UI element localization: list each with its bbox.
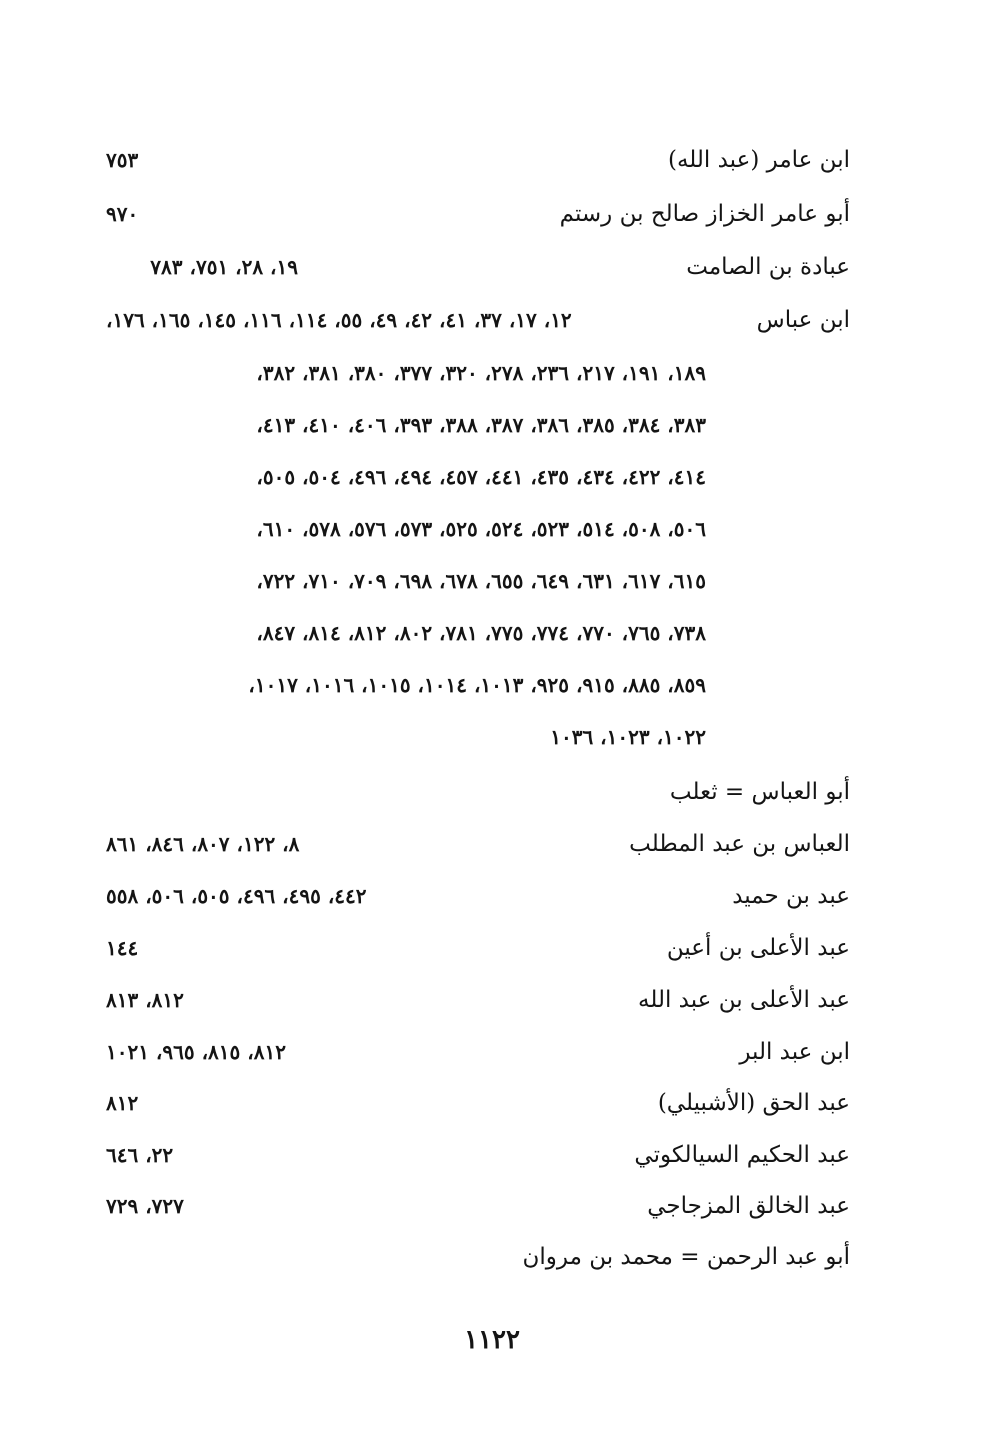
entry-name: عبد الأعلى بن عبد الله bbox=[638, 987, 850, 1013]
entry-pages: ٧٢٧، ٧٢٩ bbox=[106, 1194, 184, 1218]
entry-pages: ٧٥٣ bbox=[106, 148, 139, 172]
entry-name: عبد بن حميد bbox=[732, 883, 850, 909]
entry-pages-continuation: ٦١٥، ٦١٧، ٦٣١، ٦٤٩، ٦٥٥، ٦٧٨، ٦٩٨، ٧٠٩، ٧١٠، ٧٢٢، bbox=[256, 569, 706, 593]
entry-name: عبد الخالق المزجاجي bbox=[647, 1193, 850, 1219]
entry-pages: ١٤٤ bbox=[106, 936, 139, 960]
index-entry bbox=[0, 1083, 984, 1123]
entry-name: عبادة بن الصامت bbox=[686, 254, 850, 280]
entry-name: ابن عبد البر bbox=[739, 1039, 850, 1065]
entry-name: العباس بن عبد المطلب bbox=[629, 831, 850, 857]
index-entry bbox=[0, 928, 984, 968]
entry-name: عبد الحق (الأشبيلي) bbox=[657, 1090, 850, 1116]
index-entry bbox=[0, 300, 984, 340]
index-entry bbox=[0, 247, 984, 287]
entry-pages-continuation: ١٨٩، ١٩١، ٢١٧، ٢٣٦، ٢٧٨، ٣٢٠، ٣٧٧، ٣٨٠، ٣٨١، ٣٨٢، bbox=[256, 361, 706, 385]
entry-name: عبد الأعلى بن أعين bbox=[666, 935, 850, 961]
entry-pages: ١٩، ٢٨، ٧٥١، ٧٨٣ bbox=[150, 255, 298, 279]
index-entry bbox=[0, 1135, 984, 1175]
index-entry bbox=[0, 876, 984, 916]
index-entry bbox=[0, 1186, 984, 1226]
entry-pages: ٨١٢ bbox=[106, 1091, 139, 1115]
entry-pages: ٤٤٢، ٤٩٥، ٤٩٦، ٥٠٥، ٥٠٦، ٥٥٨ bbox=[106, 884, 367, 908]
entry-pages-continuation: ٤١٤، ٤٢٢، ٤٣٤، ٤٣٥، ٤٤١، ٤٥٧، ٤٩٤، ٤٩٦، ٥٠٤، ٥٠٥، bbox=[256, 465, 706, 489]
entry-pages-continuation: ٨٥٩، ٨٨٥، ٩١٥، ٩٢٥، ١٠١٣، ١٠١٤، ١٠١٥، ١٠١٦، ١٠١٧، bbox=[248, 673, 706, 697]
entry-name: ابن عامر (عبد الله) bbox=[667, 147, 850, 173]
entry-name: ابن عباس bbox=[756, 307, 850, 333]
index-entry bbox=[0, 1032, 984, 1072]
index-entry bbox=[0, 980, 984, 1020]
entry-pages: ٨١٢، ٨١٣ bbox=[106, 988, 184, 1012]
entry-pages-continuation: ٥٠٦، ٥٠٨، ٥١٤، ٥٢٣، ٥٢٤، ٥٢٥، ٥٧٣، ٥٧٦، ٥٧٨، ٦١٠، bbox=[256, 517, 706, 541]
entry-name: أبو العباس = ثعلب bbox=[669, 779, 850, 805]
index-entry bbox=[0, 1237, 984, 1277]
page-number: ١١٢٢ bbox=[464, 1325, 520, 1355]
entry-name: عبد الحكيم السيالكوتي bbox=[634, 1142, 850, 1168]
entry-pages: ٢٢، ٦٤٦ bbox=[106, 1143, 174, 1167]
entry-pages: ٨، ١٢٢، ٨٠٧، ٨٤٦، ٨٦١ bbox=[106, 832, 300, 856]
entry-pages-continuation: ١٠٢٢، ١٠٢٣، ١٠٣٦ bbox=[550, 725, 706, 749]
index-entry bbox=[0, 194, 984, 234]
entry-pages: ٩٧٠ bbox=[106, 202, 139, 226]
index-entry bbox=[0, 824, 984, 864]
entry-name: أبو عامر الخزاز صالح بن رستم bbox=[559, 201, 850, 227]
index-entry bbox=[0, 772, 984, 812]
entry-name: أبو عبد الرحمن = محمد بن مروان bbox=[522, 1244, 850, 1270]
entry-pages-continuation: ٣٨٣، ٣٨٤، ٣٨٥، ٣٨٦، ٣٨٧، ٣٨٨، ٣٩٣، ٤٠٦، ٤١٠، ٤١٣، bbox=[256, 413, 706, 437]
entry-pages: ١٢، ١٧، ٣٧، ٤١، ٤٢، ٤٩، ٥٥، ١١٤، ١١٦، ١٤٥، ١٦٥، ١٧٦، bbox=[106, 308, 572, 332]
entry-pages: ٨١٢، ٨١٥، ٩٦٥، ١٠٢١ bbox=[106, 1040, 286, 1064]
entry-pages-continuation: ٧٣٨، ٧٦٥، ٧٧٠، ٧٧٤، ٧٧٥، ٧٨١، ٨٠٢، ٨١٢، ٨١٤، ٨٤٧، bbox=[256, 621, 706, 645]
index-entry bbox=[0, 140, 984, 180]
